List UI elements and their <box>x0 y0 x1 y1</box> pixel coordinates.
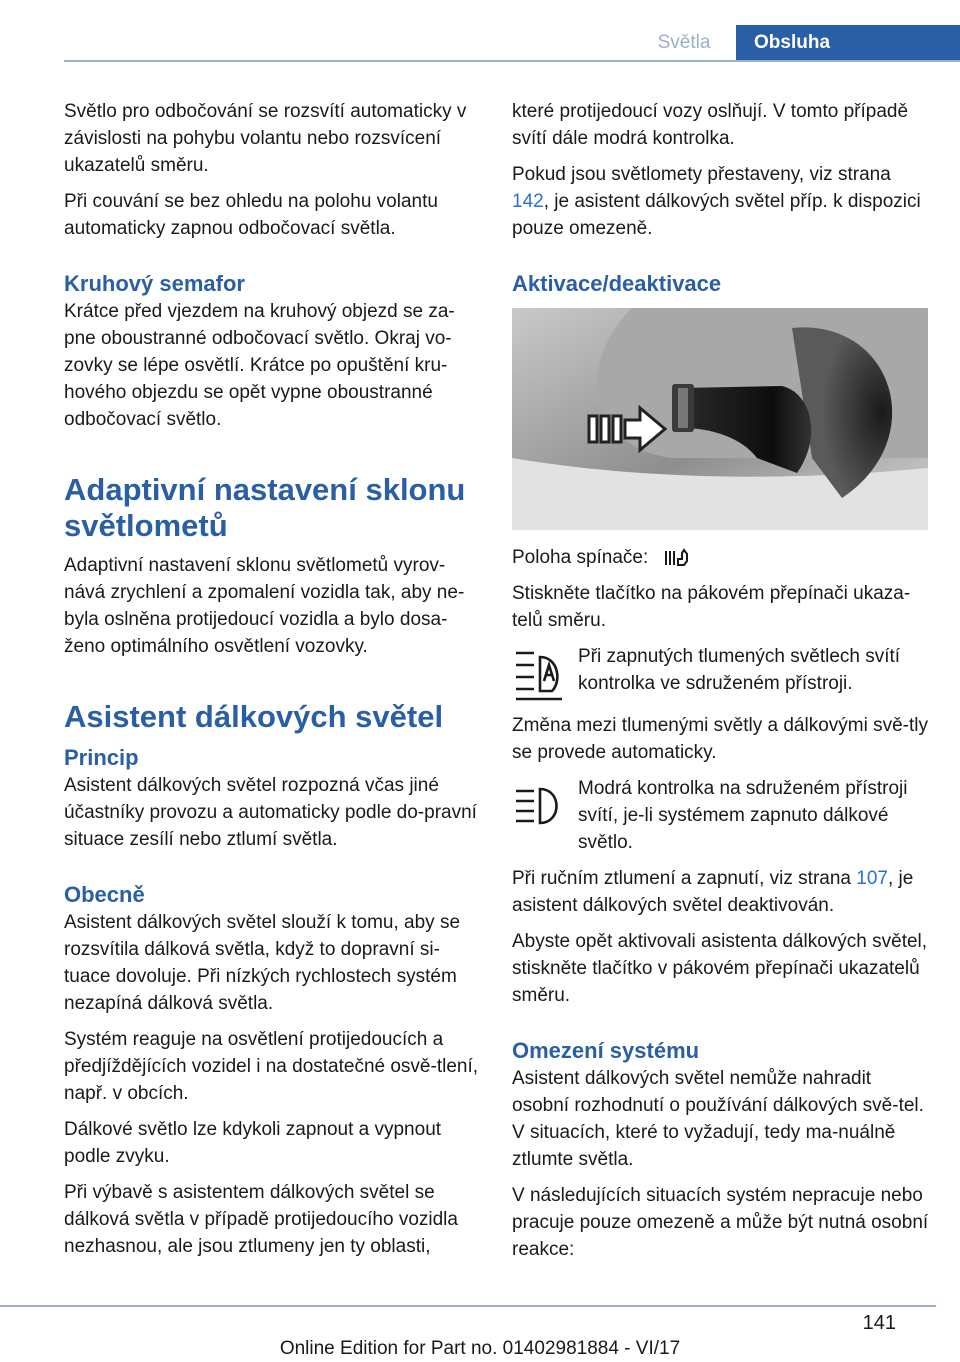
paragraph-continued: které protijedoucí vozy oslňují. V tomto případě svítí dále modrá kontrolka. <box>512 101 909 149</box>
right-column <box>512 98 930 1272</box>
paragraph-manual-dimming: Při ručním ztlumení a zapnutí, viz strana 107, je asistent dálkových světel deaktivován. <box>512 868 914 916</box>
paragraph-general-1: Asistent dálkových světel slouží k tomu, aby se rozsvítila dálková světla, když to dopravní si‐tuace dovoluje. Při nízkých rychlostech systém nezapíná dálková světla. <box>64 912 461 1014</box>
note-text-low-beam: Při zapnutých tlumených světlech svítí kontrolka ve sdruženém přístroji. <box>578 646 901 694</box>
note-indicator-high-beam <box>512 775 930 856</box>
heading-activation: Aktivace/deaktivace <box>512 271 722 296</box>
edition-footer: Online Edition for Part no. 01402981884 - VI/17 <box>279 1338 681 1359</box>
paragraph-turn-light: Světlo pro odbočování se rozsvítí automaticky v závislosti na pohybu volantu nebo rozsvícení ukazatelů směru. <box>64 101 467 176</box>
high-beam-assist-switch-symbol-icon <box>654 545 694 571</box>
heading-adaptive-leveling: Adaptivní nastavení sklonu světlometů <box>64 472 466 543</box>
paragraph-limits-2: V následujících situacích systém nepracuje nebo pracuje pouze omezeně a může být nutná osobní reakce: <box>512 1185 929 1260</box>
header-rule <box>64 60 960 62</box>
note-text-high-beam: Modrá kontrolka na sdruženém přístroji svítí, je-li systémem zapnuto dálkové světlo. <box>578 778 908 853</box>
page-link-142[interactable]: 142 <box>512 191 544 212</box>
paragraph-adaptive-leveling: Adaptivní nastavení sklonu světlometů vyrov‐nává zrychlení a zpomalení vozidla tak, aby ne‐byla oslněna protijedoucí vozidla a bylo dosa‐ženo optimálního osvětlení vozovky. <box>64 555 465 657</box>
footer-rule <box>0 1305 936 1307</box>
high-beam-indicator-icon <box>512 779 566 835</box>
paragraph-general-4: Při výbavě s asistentem dálkových světel se dálková světla v případě protijedoucího vozidla nezhasnou, ale jsou ztlumeny jen ty oblasti, <box>64 1182 458 1257</box>
section-tab: Světla <box>657 32 711 53</box>
chapter-tab: Obsluha <box>736 25 960 61</box>
heading-system-limits: Omezení systému <box>512 1038 700 1063</box>
paragraph-general-2: Systém reaguje na osvětlení protijedoucích a předjíždějících vozidel i na dostatečné osvě‐tlení, např. v obcích. <box>64 1029 479 1104</box>
heading-high-beam-assistant: Asistent dálkových světel <box>64 699 444 734</box>
heading-roundabout: Kruhový semafor <box>64 271 245 296</box>
paragraph-general-3: Dálkové světlo lze kdykoli zapnout a vypnout podle zvyku. <box>64 1119 442 1167</box>
paragraph-reactivate: Abyste opět aktivovali asistenta dálkových světel, stiskněte tlačítko v pákovém přepínači ukazatelů směru. <box>512 931 928 1006</box>
page-number: 141 <box>862 1312 896 1334</box>
paragraph-switch-position: Poloha spínače: <box>512 544 930 571</box>
heading-principle: Princip <box>64 745 139 770</box>
lever-switch-photo <box>512 308 928 530</box>
paragraph-roundabout: Krátce před vjezdem na kruhový objezd se za‐pne oboustranné odbočovací světlo. Okraj vo‐zovky se lépe osvětlí. Krátce po opuštění kru‐hového objezdu se opět vypne oboustranné odbočovací světlo. <box>64 301 455 430</box>
note-indicator-low-beam <box>512 643 930 703</box>
heading-general: Obecně <box>64 882 145 907</box>
paragraph-principle: Asistent dálkových světel rozpozná včas jiné účastníky provozu a automaticky podle do‐pravní situace zesílí nebo ztlumí světla. <box>64 775 477 850</box>
paragraph-reversing: Při couvání se bez ohledu na polohu volantu automaticky zapnou odbočovací světla. <box>64 191 438 239</box>
high-beam-assist-indicator-icon <box>512 647 566 703</box>
left-column <box>64 98 482 1269</box>
paragraph-limits-1: Asistent dálkových světel nemůže nahradit osobní rozhodnutí o používání dálkových svě‐tel. V situacích, které to vyžadují, tedy ma‐nuálně ztlumte světla. <box>512 1068 924 1170</box>
paragraph-automatic-change: Změna mezi tlumenými světly a dálkovými svě‐tly se provede automaticky. <box>512 715 928 763</box>
paragraph-headlights-adjusted: Pokud jsou světlomety přestaveny, viz strana 142, je asistent dálkových světel příp. k dispozici pouze omezeně. <box>512 164 921 239</box>
page-link-107[interactable]: 107 <box>856 868 888 889</box>
paragraph-press-button: Stiskněte tlačítko na pákovém přepínači ukaza‐telů směru. <box>512 583 911 631</box>
